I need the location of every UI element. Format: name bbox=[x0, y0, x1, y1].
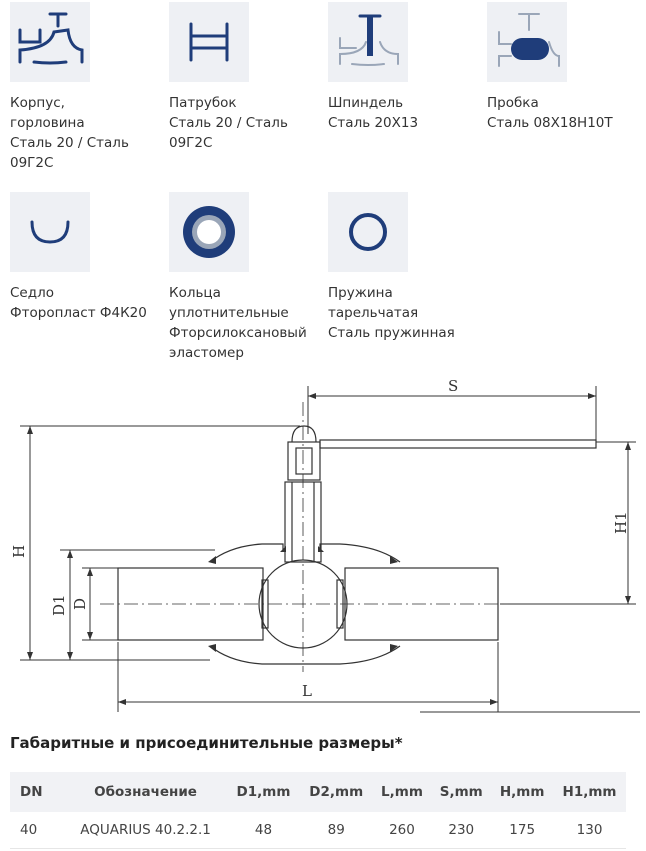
material-caption-spring: Пружина тарельчатая Сталь пружинная bbox=[328, 285, 455, 341]
valve-technical-drawing bbox=[0, 372, 646, 717]
material-tile-body bbox=[10, 2, 90, 82]
cell-dn: 40 bbox=[10, 812, 64, 849]
cell-h: 175 bbox=[491, 812, 553, 849]
spindle-icon bbox=[328, 2, 408, 82]
material-caption-body: Корпус, горловина Сталь 20 / Сталь 09Г2С bbox=[10, 95, 129, 171]
seat-icon bbox=[10, 192, 90, 272]
body-neck-icon bbox=[10, 2, 90, 82]
col-h: H,mm bbox=[491, 772, 553, 812]
material-caption-plug: Пробка Сталь 08Х18Н10Т bbox=[487, 95, 613, 131]
dim-l-label: L bbox=[302, 682, 312, 700]
dim-s-label: S bbox=[448, 377, 459, 395]
col-l: L,mm bbox=[373, 772, 432, 812]
col-h1: H1,mm bbox=[553, 772, 626, 812]
cell-d1: 48 bbox=[227, 812, 300, 849]
col-dn: DN bbox=[10, 772, 64, 812]
col-designation: Обозначение bbox=[64, 772, 227, 812]
dimensions-table bbox=[10, 772, 626, 849]
material-tile-plug bbox=[487, 2, 567, 82]
cell-d2: 89 bbox=[300, 812, 373, 849]
col-s: S,mm bbox=[431, 772, 491, 812]
pipe-branch-icon bbox=[169, 2, 249, 82]
material-caption-seat: Седло Фторопласт Ф4К20 bbox=[10, 285, 147, 321]
material-caption-spindle: Шпиндель Сталь 20Х13 bbox=[328, 95, 419, 131]
cell-l: 260 bbox=[373, 812, 432, 849]
spring-icon bbox=[328, 192, 408, 272]
dim-d1-label: D1 bbox=[50, 594, 68, 616]
material-caption-rings: Кольца уплотнительные Фторсилоксановый эластомер bbox=[169, 285, 307, 361]
seal-rings-icon bbox=[169, 192, 249, 272]
table-header-row bbox=[10, 772, 626, 812]
material-tile-spindle bbox=[328, 2, 408, 82]
table-title: Габаритные и присоединительные размеры* bbox=[10, 734, 403, 752]
material-tile-rings bbox=[169, 192, 249, 272]
plug-icon bbox=[487, 2, 567, 82]
material-tile-seat bbox=[10, 192, 90, 272]
dim-d-label: D bbox=[71, 597, 89, 610]
material-tile-spring bbox=[328, 192, 408, 272]
col-d1: D1,mm bbox=[227, 772, 300, 812]
material-tile-pipe bbox=[169, 2, 249, 82]
dim-h-label: H bbox=[10, 544, 28, 558]
valve-handle bbox=[320, 440, 596, 448]
col-d2: D2,mm bbox=[300, 772, 373, 812]
dim-h1-label: H1 bbox=[612, 511, 630, 534]
cell-s: 230 bbox=[431, 812, 491, 849]
material-caption-pipe: Патрубок Сталь 20 / Сталь 09Г2С bbox=[169, 95, 288, 151]
table-row bbox=[10, 812, 626, 849]
cell-h1: 130 bbox=[553, 812, 626, 849]
cell-designation: AQUARIUS 40.2.2.1 bbox=[64, 812, 227, 849]
